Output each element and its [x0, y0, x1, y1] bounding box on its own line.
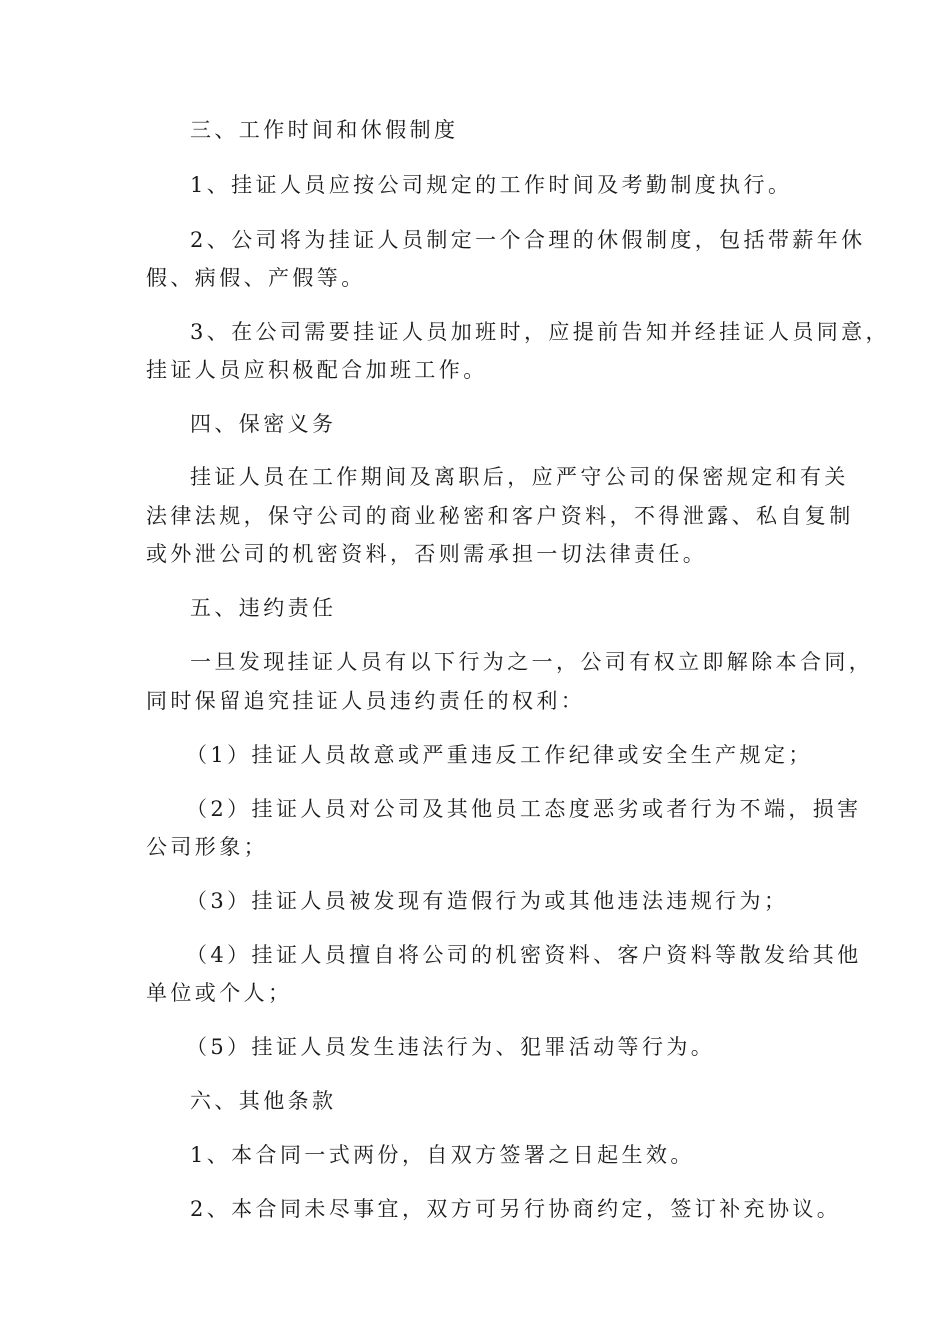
- section-5-item-5: （5）挂证人员发生违法行为、犯罪活动等行为。: [186, 1035, 716, 1059]
- section-4-paragraph-line-1: 挂证人员在工作期间及离职后，应严守公司的保密规定和有关: [190, 465, 849, 489]
- section-5-heading: 五、违约责任: [190, 596, 337, 620]
- section-5-item-4-line-2: 单位或个人；: [146, 981, 293, 1005]
- section-5-item-3: （3）挂证人员被发现有造假行为或其他违法违规行为；: [186, 889, 789, 913]
- section-5-item-1: （1）挂证人员故意或严重违反工作纪律或安全生产规定；: [186, 743, 813, 767]
- section-3-paragraph-2-line-1: 2、公司将为挂证人员制定一个合理的休假制度，包括带薪年休: [190, 228, 866, 252]
- section-3-heading: 三、工作时间和休假制度: [190, 118, 459, 142]
- section-5-item-4-line-1: （4）挂证人员擅自将公司的机密资料、客户资料等散发给其他: [186, 943, 862, 967]
- section-4-paragraph-line-2: 法律法规，保守公司的商业秘密和客户资料，不得泄露、私自复制: [146, 504, 854, 528]
- section-6-paragraph-1: 1、本合同一式两份，自双方签署之日起生效。: [190, 1143, 695, 1167]
- section-6-heading: 六、其他条款: [190, 1089, 337, 1113]
- section-5-intro-line-1: 一旦发现挂证人员有以下行为之一，公司有权立即解除本合同，: [190, 650, 874, 674]
- section-3-paragraph-1: 1、挂证人员应按公司规定的工作时间及考勤制度执行。: [190, 173, 793, 197]
- section-3-paragraph-2-line-2: 假、病假、产假等。: [146, 266, 366, 290]
- section-5-item-2-line-2: 公司形象；: [146, 835, 268, 859]
- section-4-heading: 四、保密义务: [190, 412, 337, 436]
- section-3-paragraph-3-line-1: 3、在公司需要挂证人员加班时，应提前告知并经挂证人员同意，: [190, 320, 890, 344]
- section-6-paragraph-2: 2、本合同未尽事宜，双方可另行协商约定，签订补充协议。: [190, 1197, 842, 1221]
- section-5-item-2-line-1: （2）挂证人员对公司及其他员工态度恶劣或者行为不端，损害: [186, 797, 862, 821]
- section-3-paragraph-3-line-2: 挂证人员应积极配合加班工作。: [146, 358, 488, 382]
- section-4-paragraph-line-3: 或外泄公司的机密资料，否则需承担一切法律责任。: [146, 542, 708, 566]
- section-5-intro-line-2: 同时保留追究挂证人员违约责任的权利：: [146, 689, 586, 713]
